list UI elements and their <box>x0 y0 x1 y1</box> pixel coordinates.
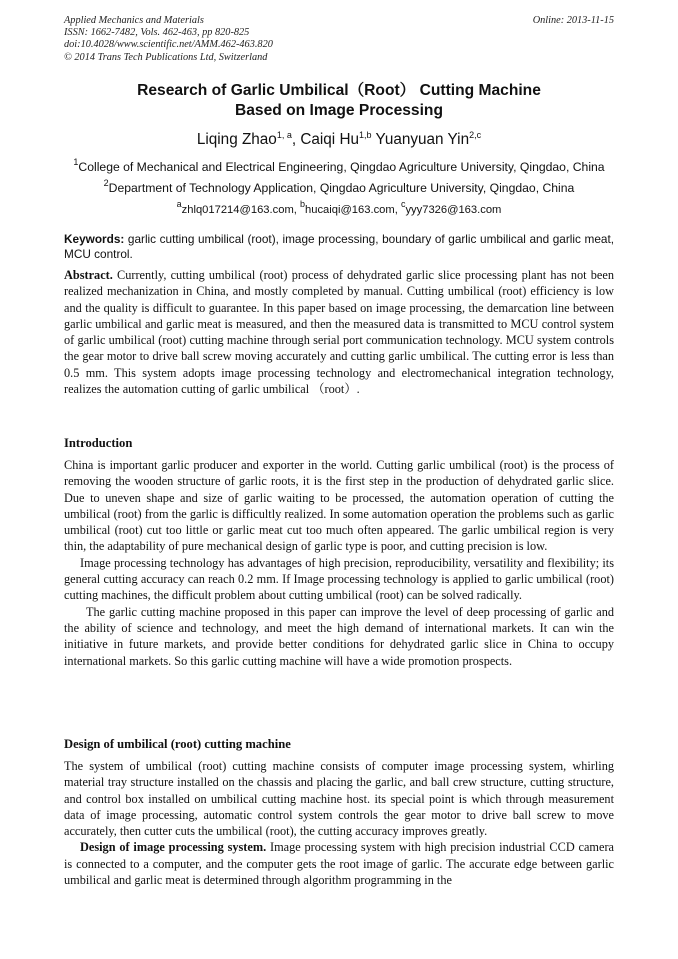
journal-name: Applied Mechanics and Materials <box>64 15 204 26</box>
paragraph: Image processing technology has advantages of high precision, reproducibility, versatility and flexibility; its general cutting accuracy can reach 0.2 mm. If Image processing technology is applied to garlic umbilical (root) cutting machines, the difficult problem about cutting umbilical (root) can be solved radically. <box>64 555 614 603</box>
affiliation-sup: 2 <box>103 178 109 188</box>
keywords-label: Keywords: <box>64 232 125 246</box>
paragraph: Image processing system with high precision industrial CCD camera is connected to a computer, and the computer gets the root image of garlic. The accurate edge between garlic umbilical and garlic meat is determined through algorithm programming in the <box>64 840 615 888</box>
email-sup: c <box>400 199 406 209</box>
author-name: Liqing Zhao <box>196 131 277 148</box>
paragraph: China is important garlic producer and exporter in the world. Cutting garlic umbilical (root) is the process of removing the wooden structure of garlic roots, it is the first step in the production of dehydrated garlic slice. Due to uneven shape and size of garlic waiting to be processed, the automation operation of cutting the umbilical (root) from the garlic is difficultly realized. In some automation operation the problems such as garlic umbilical (root) cut too little or garlic meat cut too much often appeared. The garlic umbilical region is very thin, the adaptability of pure mechanical design of garlic type is poor, and cutting precision is low. <box>64 458 614 554</box>
email-address: hucaiqi@163.com <box>305 204 395 216</box>
paragraph: The system of umbilical (root) cutting machine consists of computer image processing system, whirling material tray structure installed on the chassis and placing the garlic, and ball crew structure, cutting structure, and control box installed on umbilical cutting machine host. its special point is which through measurement data of image processing, automatic control system controls the gear motor to drive ball screw to move accurately, then cutter cuts the umbilical (root), the cutting accuracy improves greatly. <box>64 759 614 839</box>
affiliation-1 <box>0 157 678 175</box>
online-date: Online: 2013-11-15 <box>532 15 614 26</box>
paper-title <box>0 81 678 121</box>
issn-line: ISSN: 1662-7482, Vols. 462-463, pp 820-825 <box>64 27 250 39</box>
subsection-label: Design of image processing system. <box>80 840 267 855</box>
abstract <box>64 267 614 397</box>
title-line-2: Based on Image Processing <box>235 102 443 119</box>
design-body <box>64 758 614 888</box>
copyright-line: © 2014 Trans Tech Publications Ltd, Switzerland <box>64 51 268 63</box>
keywords <box>64 232 614 262</box>
affiliation-sup: 1 <box>73 157 79 167</box>
email-list: $^a$zhlq017214@163.com, $^b$hucaiqi@163.com, $^c$yyy7326@163.com <box>176 199 502 216</box>
abstract-text: Currently, cutting umbilical (root) process of dehydrated garlic slice processing plant has not been realized mechanization in China, and mostly completed by manual. Cutting umbilical (root) efficiency is low and the quality is difficult to guarantee. In this paper based on image processing, the demarcation line between garlic umbilical and garlic meat is measured, and then the measured data is transmitted to MCU control system of garlic umbilical (root) cutting machine through serial port communication technology. MCU system controls the gear motor to drive ball screw moving accurately and cutting garlic umbilical. The cutting error is less than 0.5 mm. This system adopts image processing technology and electromechanical integration technology, realizes the automation cutting of garlic umbilical （root）. <box>64 268 614 397</box>
affiliation-text: College of Mechanical and Electrical Engineering, Qingdao Agriculture University, Qingdao, China <box>78 160 605 174</box>
keywords-text: garlic cutting umbilical (root), image processing, boundary of garlic umbilical and garlic meat, MCU control. <box>64 232 615 261</box>
section-heading-design: Design of umbilical (root) cutting machine <box>64 737 291 751</box>
author-sup: 1,b <box>359 130 372 140</box>
author-sup: 1, a <box>276 130 292 140</box>
journal-header <box>64 15 273 64</box>
section-heading-introduction: Introduction <box>64 436 133 450</box>
affiliation-text: Department of Technology Application, Qingdao Agriculture University, Qingdao, China <box>108 181 575 195</box>
email-address: zhlq017214@163.com <box>181 204 294 216</box>
author-name: Caiqi Hu <box>300 131 360 148</box>
affiliation-2 <box>0 178 678 196</box>
email-sup: a <box>176 199 182 209</box>
doi-line: doi:10.4028/www.scientific.net/AMM.462-463.820 <box>64 39 273 51</box>
author-name: Yuanyuan Yin <box>375 131 470 148</box>
email-address: yyy7326@163.com <box>405 204 502 216</box>
email-sup: b <box>299 199 305 209</box>
paragraph: The garlic cutting machine proposed in this paper can improve the level of deep processing of garlic and the ability of science and technology, and meet the high demand of international markets. It can win the initiative in future markets, and provide better conditions for dehydrated garlic slice in China to occupy international markets. So this garlic cutting machine will have a wide promotion prospects. <box>64 604 614 668</box>
introduction-body <box>64 457 614 669</box>
author-sup: 2,c <box>469 130 482 140</box>
author-list: Liqing Zhao$^{1, a}$, Caiqi Hu$^{1,b}$ Yuanyuan Yin$^{2,c}$ <box>196 130 482 148</box>
abstract-label: Abstract. <box>64 268 113 282</box>
title-line-1: Research of Garlic Umbilical（Root） Cutting Machine <box>137 82 541 99</box>
